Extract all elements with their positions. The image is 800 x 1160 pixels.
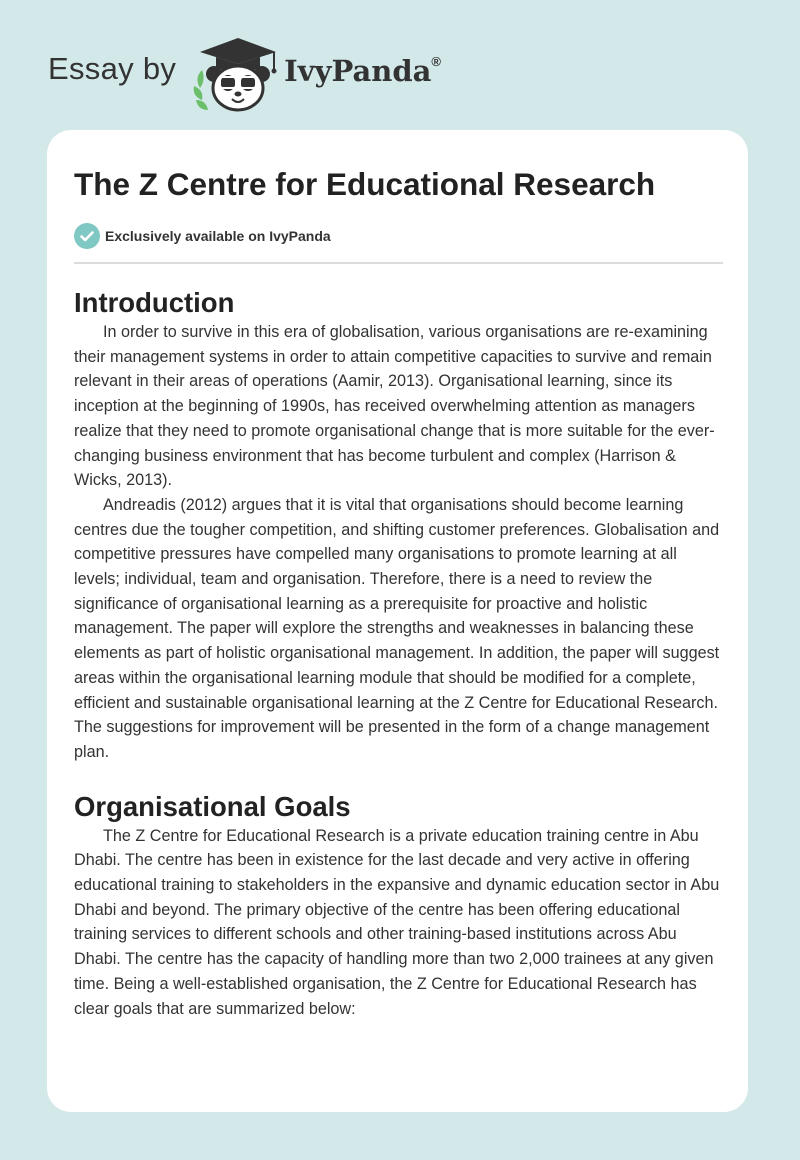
trademark-symbol: ® [431, 54, 442, 70]
checkmark-circle-icon [74, 223, 100, 249]
paragraph: The Z Centre for Educational Research is a private education training centre in Abu Dhabi. The centre has been in existence for the last decade and very active in offering educational training to stakeholders in the expansive and dynamic education sector in Abu Dhabi and beyond. The primary objective of the centre has been offering educational training services to different schools and other training-based institutions across Abu Dhabi. The centre has the capacity of handling more than two 2,000 trainees at any given time. Being a well-established organisation, the Z Centre for Educational Research has clear goals that are summarized below: [74, 826, 720, 1018]
paragraph: Andreadis (2012) argues that it is vital that organisations should become learning centres due the tougher competition, and shifting customer preferences. Globalisation and competitive pressures have compelled many organisations to promote learning at all levels; individual, team and organisation. Therefore, there is a need to review the significance of organisational learning as a prerequisite for proactive and holistic management. The paper will explore the strengths and weaknesses in balancing these elements as part of holistic organisational management. In addition, the paper will suggest areas within the organisational learning module that should be modified for a complete, efficient and sustainable organisational learning at the Z Centre for Educational Research. The suggestions for improvement will be presented in the form of a change management plan. [74, 495, 720, 761]
panda-graduate-icon[interactable] [190, 30, 282, 114]
article-title: The Z Centre for Educational Research [74, 166, 656, 202]
section-introduction [74, 286, 722, 765]
divider [74, 262, 723, 264]
brand-name-text[interactable]: IvyPanda [284, 54, 432, 88]
exclusive-badge [74, 223, 722, 249]
article-card [47, 130, 748, 1112]
brand-name[interactable] [284, 54, 441, 88]
badge-text: Exclusively available on IvyPanda [105, 228, 331, 244]
section-heading: Organisational Goals [74, 790, 351, 822]
section-heading: Introduction [74, 287, 235, 318]
brand-prefix: Essay by [48, 51, 177, 86]
paragraph: In order to survive in this era of globalisation, various organisations are re-examining their management systems in order to attain competitive capacities to survive and remain relevant in their areas of operations (Aamir, 2013). Organisational learning, since its inception at the beginning of 1990s, has received overwhelming attention as managers realize that they need to promote organisational change that is more suitable for the ever-changing business environment that has become turbulent and complex (Harrison & Wicks, 2013). [74, 323, 715, 490]
section-organisational-goals [74, 790, 722, 1022]
site-header [48, 30, 441, 114]
